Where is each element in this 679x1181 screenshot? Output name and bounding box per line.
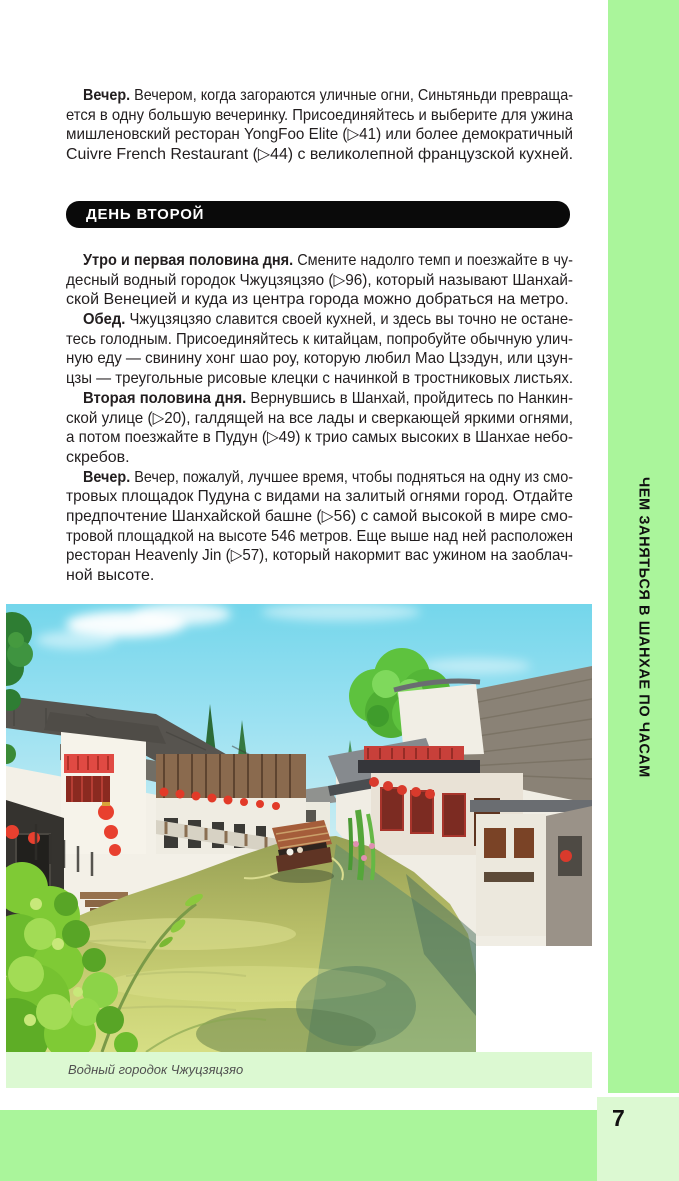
photo-caption-bar: [6, 1052, 592, 1088]
text-line: ской Венецией и куда из центра города можно добраться на метро.: [66, 291, 569, 309]
text-line: скребов.: [66, 448, 130, 466]
page-number-box: [597, 1097, 679, 1181]
text-line: десный водный городок Чжуцзяцзяо (▷96), который называют Шанхай-: [66, 271, 573, 289]
text-line: ной высоте.: [66, 567, 155, 584]
text-line: Утро и первая половина дня. Смените надолго темп и поезжайте в чу-: [83, 252, 573, 269]
intro-paragraph: [66, 86, 573, 165]
sidebar-strip: [608, 0, 679, 1093]
text-line: тровых площадок Пудуна с видами на залитый огнями город. Отдайте: [66, 488, 573, 506]
text-line: Обед. Чжуцзяцзяо славится своей кухней, и здесь вы точно не остане-: [83, 311, 573, 329]
text-line: Cuivre French Restaurant (▷44) с великолепной французской кухней.: [66, 146, 573, 164]
water-town-illustration: [6, 604, 592, 1052]
text-line: Вечер. Вечер, пожалуй, лучшее время, чтобы подняться на одну из смо-: [83, 468, 573, 486]
text-line: цзы — треугольные рисовые клецки с начинкой в тростниковых листьях.: [66, 370, 573, 388]
sidebar-vertical-label-wrap: [608, 477, 679, 778]
sidebar-vertical-label: ЧЕМ ЗАНЯТЬСЯ В ШАНХАЕ ПО ЧАСАМ: [635, 477, 652, 778]
text-line: Вечер. Вечером, когда загораются уличные огни, Синьтяньди превраща-: [83, 87, 573, 104]
text-line: ную еду — свинину хонг шао роу, которую любил Мао Цзэдун, или цзун-: [66, 350, 573, 368]
text-line: мишленовский ресторан YongFoo Elite (▷41) или более демократичный: [66, 126, 573, 144]
section-header-bar: [66, 201, 570, 228]
text-line: ется в одну большую вечеринку. Присоединяйтесь и выберите для ужина: [66, 106, 573, 124]
text-line: Вторая половина дня. Вернувшись в Шанхай, пройдитесь по Нанкин-: [83, 389, 573, 407]
text-line: предпочтение Шанхайской башне (▷56) с самой высокой в мире смо-: [66, 507, 573, 525]
day-two-paragraphs: [66, 251, 573, 586]
page-number: 7: [612, 1105, 625, 1131]
text-line: ской улице (▷20), галдящей на все лады и сверкающей яркими огнями,: [66, 409, 573, 427]
text-line: а потом поезжайте в Пудун (▷49) к трио самых высоких в Шанхае небо-: [66, 429, 573, 447]
text-line: тесь голодным. Присоединяйтесь к китайцам, попробуйте обычную улич-: [66, 330, 573, 348]
photo-zhujiajiao: [6, 604, 592, 1052]
section-header-label: ДЕНЬ ВТОРОЙ: [86, 206, 205, 223]
bottom-green-bar: [0, 1110, 597, 1181]
text-line: тровой площадкой на высоте 546 метров. Еще выше над ней расположен: [66, 527, 573, 545]
text-line: ресторан Heavenly Jin (▷57), который накормит вас ужином на заоблач-: [66, 547, 573, 565]
photo-caption: Водный городок Чжуцзяцзяо: [68, 1062, 244, 1077]
